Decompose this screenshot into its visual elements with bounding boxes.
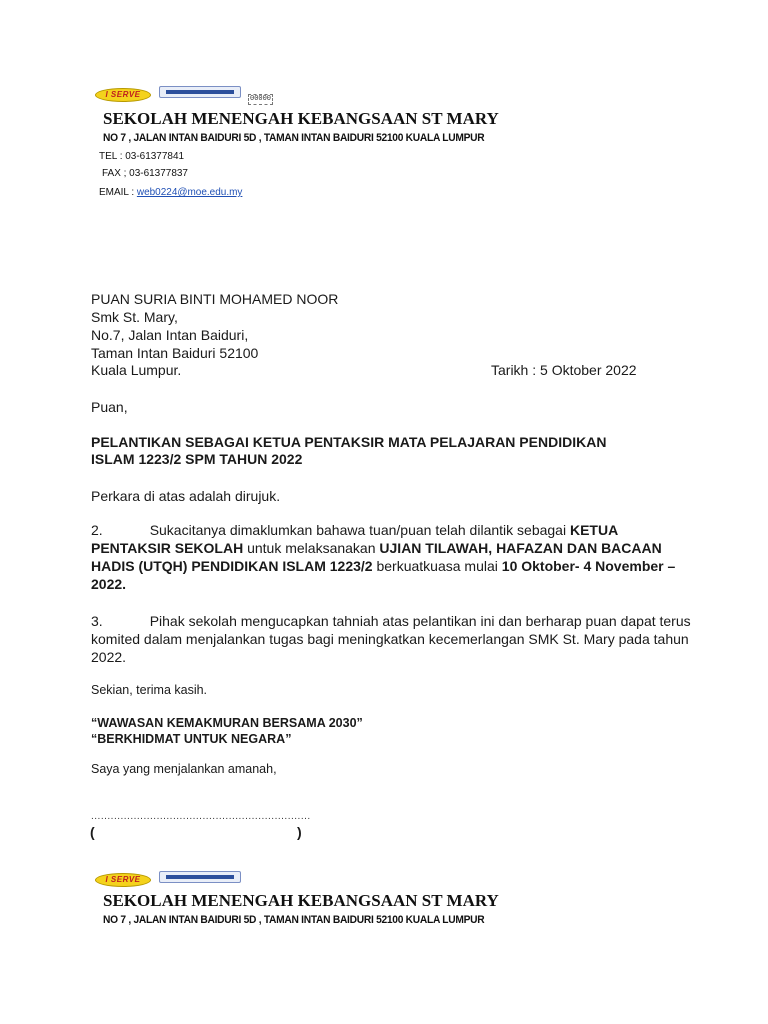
paragraph-2-bold-2: UJIAN TILAWAH, HAFAZAN DAN BACAAN HADIS (UTQH) PENDIDIKAN ISLAM 1223/2 (91, 540, 662, 574)
paragraph-2-text-1: Sukacitanya dimaklumkan bahawa tuan/puan telah dilantik sebagai (149, 522, 570, 538)
recipient-line-1: Smk St. Mary, (91, 309, 178, 325)
school-banner-logo (159, 86, 241, 98)
signature-line: ................................................................... (91, 811, 311, 822)
school-address: NO 7 , JALAN INTAN BAIDURI 5D , TAMAN INTAN BAIDURI 52100 KUALA LUMPUR (103, 132, 485, 144)
recipient-line-3: Taman Intan Baiduri 52100 (91, 345, 259, 361)
signature-bracket-close: ) (297, 824, 302, 840)
paragraph-2-text-2: untuk melaksanakan (243, 540, 380, 556)
email-link[interactable]: web0224@moe.edu.my (136, 186, 243, 198)
reference-line: Perkara di atas adalah dirujuk. (91, 488, 281, 504)
recipient-name: PUAN SURIA BINTI MOHAMED NOOR (91, 291, 339, 307)
motto-line-1: “WAWASAN KEMAKMURAN BERSAMA 2030” (91, 716, 363, 730)
signature-bracket-open: ( (90, 824, 95, 840)
paragraph-2-text-3: berkuatkuasa mulai (372, 558, 502, 574)
paragraph-3-text: Pihak sekolah mengucapkan tahniah atas pelantikan ini dan berharap puan dapat terus komited dalam menjalankan tugas bagi meningkatkan kecemerlangan SMK St. Mary pada tahun 2022. (91, 613, 691, 665)
i-serve-logo-bottom: I SERVE (95, 873, 151, 887)
salutation: Puan, (91, 399, 128, 415)
paragraph-2 (91, 521, 691, 593)
subject-line-2: ISLAM 1223/2 SPM TAHUN 2022 (91, 451, 303, 467)
email-label: EMAIL : (99, 186, 137, 198)
school-tel: TEL : 03-61377841 (99, 150, 185, 162)
school-name: SEKOLAH MENENGAH KEBANGSAAN ST MARY (103, 109, 499, 128)
school-code-logo: 00000 (250, 95, 272, 103)
school-email (99, 186, 242, 198)
school-banner-logo-bottom (159, 871, 241, 883)
motto-line-2: “BERKHIDMAT UNTUK NEGARA” (91, 732, 292, 746)
closing-line: Sekian, terima kasih. (91, 683, 208, 697)
paragraph-3 (91, 612, 691, 666)
recipient-line-4: Kuala Lumpur. (91, 362, 182, 378)
paragraph-3-number: 3. (91, 613, 103, 629)
paragraph-2-bold-3: 10 Oktober- 4 November – 2022. (91, 558, 676, 592)
subject-line-1: PELANTIKAN SEBAGAI KETUA PENTAKSIR MATA PELAJARAN PENDIDIKAN (91, 434, 607, 450)
paragraph-2-bold-1: KETUA PENTAKSIR SEKOLAH (91, 522, 618, 556)
school-fax: FAX ; 03-61377837 (102, 167, 188, 179)
i-serve-logo: I SERVE (95, 88, 151, 102)
school-name-bottom: SEKOLAH MENENGAH KEBANGSAAN ST MARY (103, 891, 499, 910)
school-address-bottom: NO 7 , JALAN INTAN BAIDURI 5D , TAMAN INTAN BAIDURI 52100 KUALA LUMPUR (103, 914, 485, 926)
letter-date: Tarikh : 5 Oktober 2022 (491, 362, 637, 378)
recipient-line-2: No.7, Jalan Intan Baiduri, (91, 327, 249, 343)
signoff-line: Saya yang menjalankan amanah, (91, 762, 277, 776)
paragraph-2-number: 2. (91, 522, 103, 538)
